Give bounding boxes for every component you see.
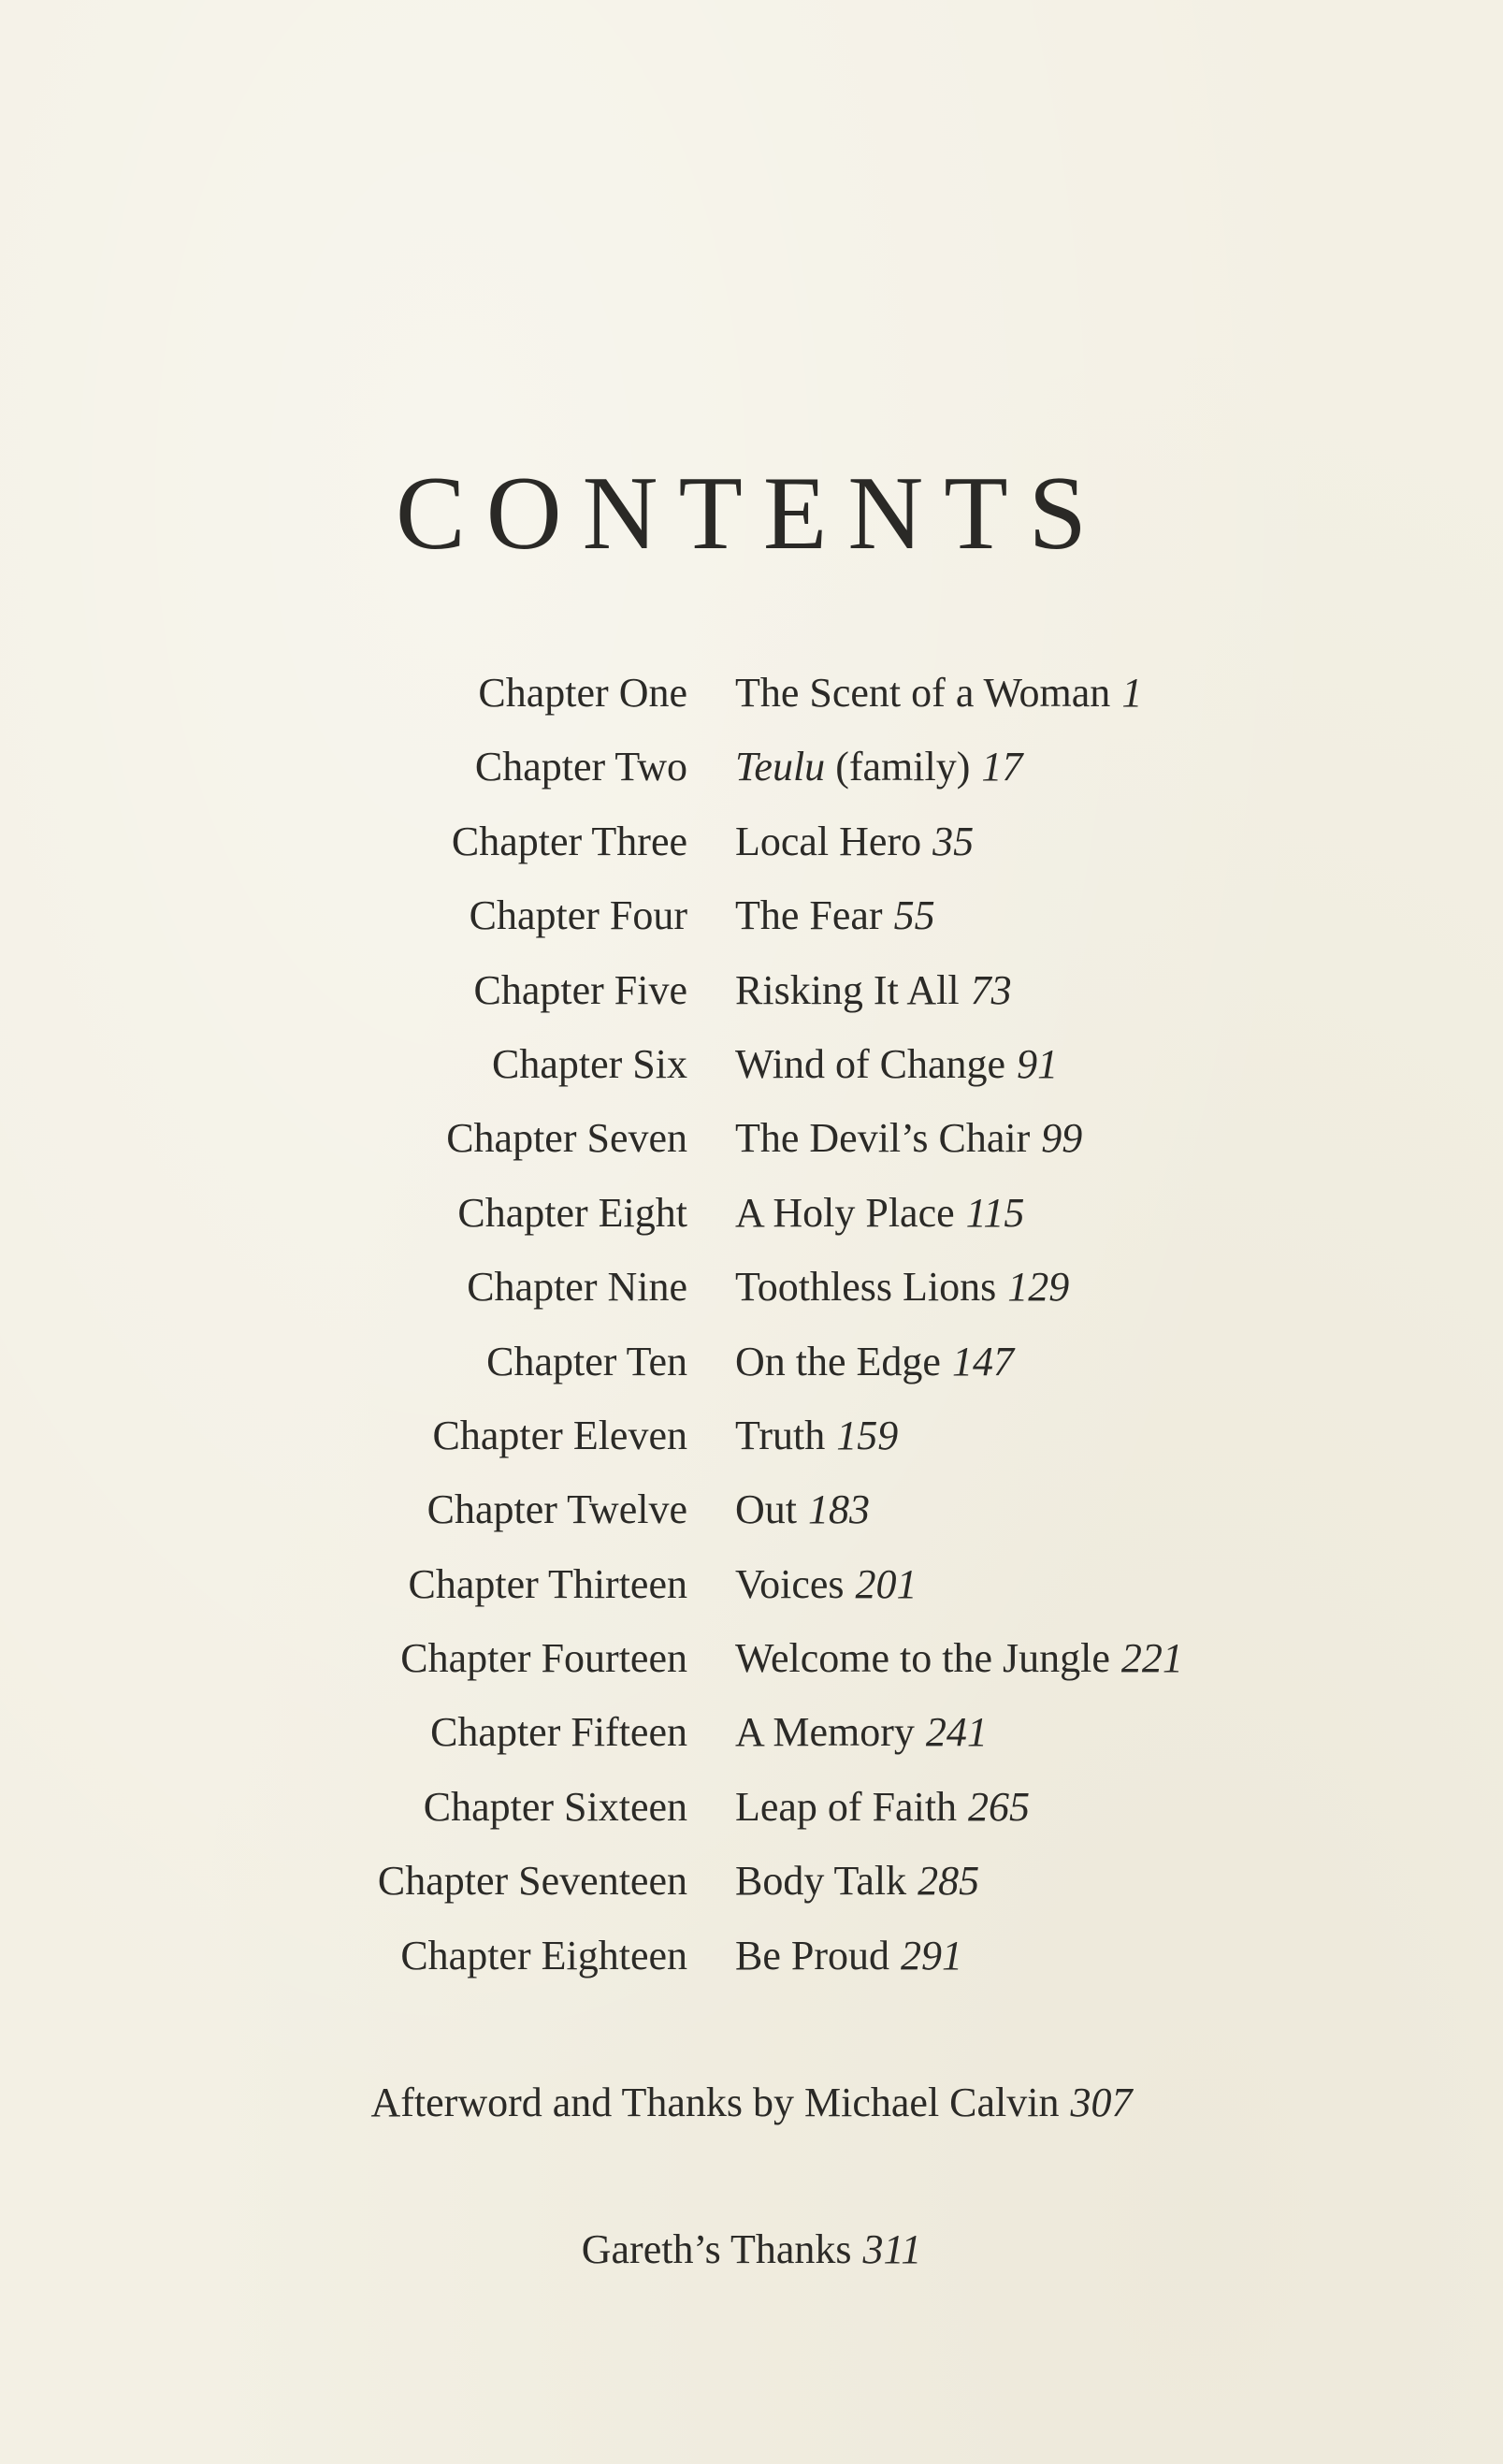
page-number: 17 [981,744,1023,790]
page-number: 1 [1121,670,1143,716]
toc-row [0,1032,1503,1106]
toc-row [0,1626,1503,1700]
chapter-label: Chapter Five [473,966,687,1013]
page-number: 147 [951,1338,1014,1384]
page-number: 221 [1120,1635,1183,1682]
page-number: 307 [1070,2080,1133,2125]
toc-row [0,883,1503,957]
chapter-label: Chapter One [478,670,687,716]
thanks-entry [0,2217,1503,2283]
page-number: 241 [925,1709,988,1756]
chapter-title: A Memory 241 [735,1709,988,1756]
chapter-title: Body Talk 285 [735,1858,980,1905]
chapter-label: Chapter Seventeen [377,1858,687,1905]
chapter-label: Chapter Ten [486,1338,687,1384]
chapter-title: Teulu (family) 17 [735,744,1023,790]
chapter-label: Chapter Thirteen [408,1560,687,1607]
toc-row [0,1329,1503,1403]
chapter-title: A Holy Place 115 [735,1189,1025,1236]
chapter-title: Welcome to the Jungle 221 [735,1635,1183,1682]
chapter-title: Out 183 [735,1486,870,1533]
page-number: 73 [970,966,1012,1013]
chapter-label: Chapter Fifteen [430,1709,687,1756]
page-number: 35 [932,818,975,864]
page-number: 115 [965,1189,1025,1236]
chapter-label: Chapter Eight [457,1189,687,1236]
toc-row [0,1848,1503,1922]
toc-row [0,1477,1503,1551]
chapter-title: Local Hero 35 [735,818,975,864]
chapter-label: Chapter Three [451,818,687,864]
chapter-title: Toothless Lions 129 [735,1264,1070,1311]
page-number: 183 [808,1486,870,1533]
afterword-entry [0,2070,1503,2136]
toc-row [0,1403,1503,1477]
chapter-label: Chapter Fourteen [400,1635,687,1682]
page-number: 201 [855,1560,918,1607]
afterword-title: Afterword and Thanks by Michael Calvin [370,2080,1060,2125]
toc-row [0,1775,1503,1848]
page-title: CONTENTS [396,456,1107,573]
page-number: 55 [893,892,935,939]
toc-row [0,1106,1503,1180]
page-number: 265 [968,1783,1031,1830]
toc-row [0,1700,1503,1774]
chapter-title: Risking It All 73 [735,966,1012,1013]
page-number: 311 [862,2226,922,2272]
chapter-title: Wind of Change 91 [735,1040,1059,1087]
chapter-label: Chapter Four [469,892,687,939]
page-number: 91 [1017,1040,1059,1087]
chapter-title-italic: Teulu [735,744,826,790]
toc-row [0,1254,1503,1328]
toc-row [0,734,1503,808]
chapter-label: Chapter Twelve [426,1486,687,1533]
toc-row [0,809,1503,883]
chapter-title: On the Edge 147 [735,1338,1014,1384]
chapter-label: Chapter Eleven [432,1412,687,1458]
chapter-title: Leap of Faith 265 [735,1783,1031,1830]
chapter-label: Chapter Eighteen [400,1932,687,1978]
toc-row [0,1923,1503,1997]
page-number: 285 [918,1858,980,1905]
chapter-label: Chapter Seven [446,1115,687,1162]
thanks-title: Gareth’s Thanks [581,2226,852,2272]
page-number: 129 [1007,1264,1070,1311]
page-number: 291 [901,1932,962,1978]
chapter-title: Voices 201 [735,1560,918,1607]
chapter-label: Chapter Nine [467,1264,687,1311]
chapter-title: The Devil’s Chair 99 [735,1115,1083,1162]
chapter-title: Truth 159 [735,1412,899,1458]
page-number: 159 [836,1412,899,1458]
chapter-title: The Scent of a Woman 1 [735,670,1143,716]
chapter-label: Chapter Six [492,1040,687,1087]
table-of-contents [0,660,1503,1997]
chapter-title: Be Proud 291 [735,1932,962,1978]
toc-row [0,660,1503,734]
page-number: 99 [1041,1115,1083,1162]
chapter-label: Chapter Sixteen [423,1783,687,1830]
toc-row [0,958,1503,1032]
toc-row [0,1552,1503,1626]
toc-row [0,1181,1503,1254]
chapter-title: The Fear 55 [735,892,935,939]
chapter-label: Chapter Two [474,744,687,790]
